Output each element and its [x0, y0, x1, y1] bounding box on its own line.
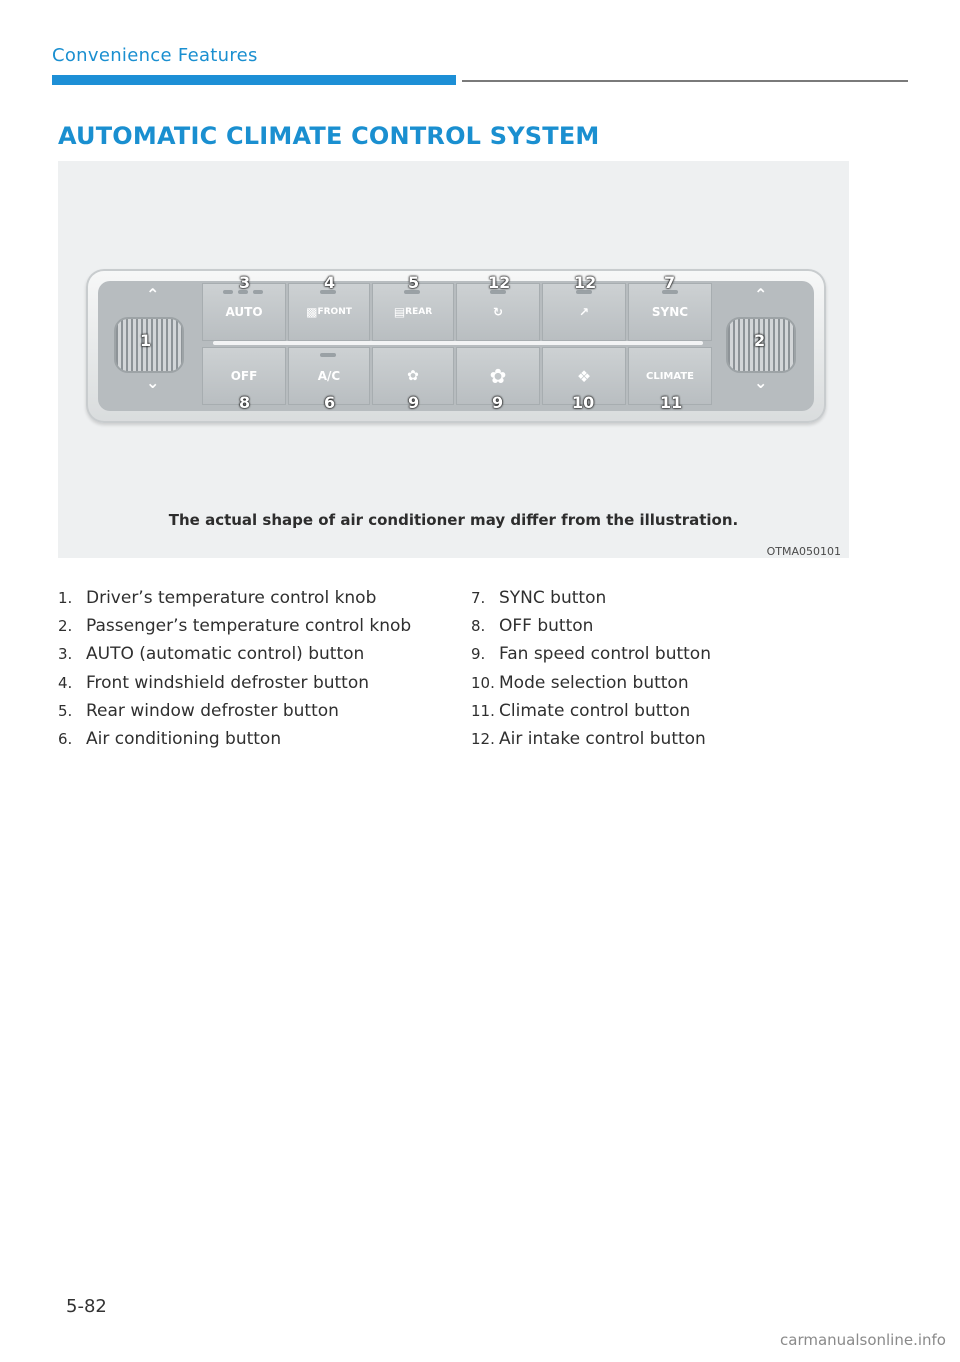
- indicator-led: [320, 353, 336, 357]
- item-number: 8.: [471, 617, 486, 636]
- item-number: 10.: [471, 673, 495, 692]
- rear-defroster-button[interactable]: ▤ REAR: [372, 283, 454, 341]
- item-label: OFF button: [499, 616, 594, 637]
- rear-defroster-icon: ▤: [393, 305, 406, 319]
- item-label: Driver’s temperature control knob: [86, 588, 377, 608]
- header-rule: [462, 80, 908, 82]
- section-title: Convenience Features: [52, 45, 258, 66]
- callout-number: 9: [408, 393, 420, 412]
- auto-button[interactable]: AUTO: [202, 283, 286, 341]
- chevron-up-icon: ⌃: [146, 285, 160, 304]
- sync-button[interactable]: SYNC: [628, 283, 712, 341]
- callout-number: 4: [324, 273, 336, 292]
- watermark: carmanualsonline.info: [780, 1331, 946, 1349]
- callout-number: 8: [239, 393, 251, 412]
- climate-button[interactable]: CLIMATE: [628, 347, 712, 405]
- figure-code: OTMA050101: [766, 545, 841, 558]
- list-item: [58, 640, 411, 668]
- callout-number: 11: [660, 393, 683, 412]
- item-label: Passenger’s temperature control knob: [86, 616, 412, 637]
- item-label: Climate control button: [499, 700, 691, 721]
- item-label: Mode selection button: [499, 672, 689, 693]
- divider-bar: [213, 341, 703, 345]
- callout-number: 7: [664, 273, 676, 292]
- list-item: [471, 697, 711, 725]
- callout-number: 12: [488, 273, 511, 292]
- recirculation-icon: ↻: [492, 305, 504, 319]
- item-number: 5.: [58, 701, 73, 720]
- panel-face: [98, 273, 814, 412]
- callout-number: 5: [408, 273, 420, 292]
- indicator-led: [223, 290, 233, 294]
- climate-control-panel: [86, 269, 826, 423]
- callout-number: 12: [574, 273, 597, 292]
- climate-panel-figure: [58, 161, 849, 558]
- item-number: 4.: [58, 673, 73, 692]
- page-heading: AUTOMATIC CLIMATE CONTROL SYSTEM: [58, 122, 600, 150]
- page-number: 5-82: [66, 1296, 107, 1317]
- list-item: [471, 725, 711, 753]
- item-number: 12.: [471, 729, 495, 748]
- ac-button[interactable]: A/C: [288, 347, 370, 405]
- callout-number: 6: [324, 393, 336, 412]
- item-number: 2.: [58, 617, 73, 636]
- callout-number: 10: [572, 393, 595, 412]
- item-number: 3.: [58, 645, 73, 664]
- legend-list-left: [58, 584, 411, 753]
- callout-number: 2: [754, 331, 766, 350]
- list-item: [58, 725, 411, 753]
- chevron-down-icon: ⌄: [754, 373, 768, 392]
- mode-airflow-icon: ❖: [576, 366, 592, 386]
- item-label: AUTO (automatic control) button: [86, 644, 365, 665]
- item-number: 9.: [471, 645, 486, 664]
- callout-number: 3: [239, 273, 251, 292]
- item-label: Fan speed control button: [499, 644, 711, 665]
- item-number: 1.: [58, 589, 73, 607]
- list-item: [58, 669, 411, 697]
- legend-list-right: [471, 584, 711, 753]
- fan-small-icon: ✿: [407, 368, 419, 384]
- indicator-led: [253, 290, 263, 294]
- fan-large-icon: ✿: [489, 364, 507, 388]
- front-defroster-icon: ▩: [306, 305, 318, 319]
- item-label: Air conditioning button: [86, 728, 282, 749]
- list-item: [58, 584, 411, 612]
- header-rule-accent: [52, 75, 456, 85]
- item-number: 7.: [471, 589, 486, 607]
- figure-caption: The actual shape of air conditioner may differ from the illustration.: [168, 511, 739, 529]
- list-item: [58, 612, 411, 640]
- item-number: 6.: [58, 729, 73, 748]
- item-label: Air intake control button: [499, 728, 706, 749]
- item-label: Rear window defroster button: [86, 700, 339, 721]
- list-item: [471, 669, 711, 697]
- callout-number: 1: [140, 331, 152, 350]
- item-number: 11.: [471, 701, 495, 720]
- off-button[interactable]: OFF: [202, 347, 286, 405]
- fresh-air-icon: ↗: [578, 305, 590, 319]
- item-label: SYNC button: [499, 588, 607, 608]
- chevron-up-icon: ⌃: [754, 285, 768, 304]
- list-item: [58, 697, 411, 725]
- item-label: Front windshield defroster button: [86, 672, 370, 693]
- chevron-down-icon: ⌄: [146, 373, 160, 392]
- list-item: [471, 640, 711, 668]
- list-item: [471, 584, 711, 612]
- callout-number: 9: [492, 393, 504, 412]
- list-item: [471, 612, 711, 640]
- front-defroster-button[interactable]: ▩ FRONT: [288, 283, 370, 341]
